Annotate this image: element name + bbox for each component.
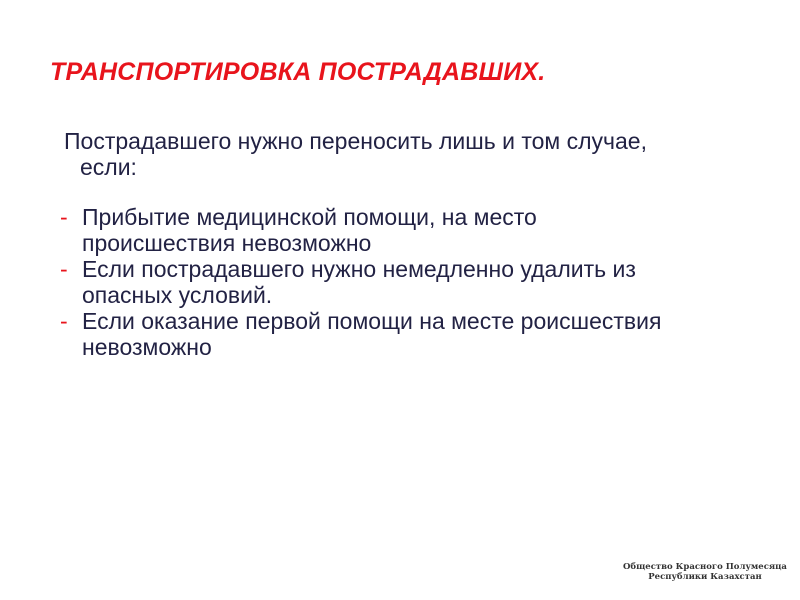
bullet-dash: -: [60, 308, 68, 334]
intro-line-1: Пострадавшего нужно переносить лишь и том случае,: [64, 128, 647, 154]
list-item-line-2: происшествия невозможно: [82, 230, 372, 256]
bullet-dash: -: [60, 204, 68, 230]
red-crescent-icon: [660, 504, 750, 564]
intro-text: [64, 128, 764, 180]
red-crescent-logo: [620, 500, 790, 590]
conditions-list: [60, 204, 780, 360]
list-item-line-1: Прибытие медицинской помощи, на место: [82, 204, 537, 230]
logo-caption: [620, 562, 790, 582]
list-item: [60, 308, 780, 360]
list-item: [60, 204, 780, 256]
logo-caption-line-1: Общество Красного Полумесяца: [623, 562, 787, 572]
list-item-line-1: Если пострадавшего нужно немедленно удалить из: [82, 256, 636, 282]
list-item-line-2: опасных условий.: [82, 282, 273, 308]
list-item-line-1: Если оказание первой помощи на месте роисшествия: [82, 308, 662, 334]
list-item: [60, 256, 780, 308]
bullet-dash: -: [60, 256, 68, 282]
slide-title: ТРАНСПОРТИРОВКА ПОСТРАДАВШИХ.: [50, 58, 546, 86]
logo-caption-line-2: Республики Казахстан: [648, 572, 762, 582]
intro-line-2: если:: [80, 154, 137, 180]
list-item-line-2: невозможно: [82, 334, 212, 360]
